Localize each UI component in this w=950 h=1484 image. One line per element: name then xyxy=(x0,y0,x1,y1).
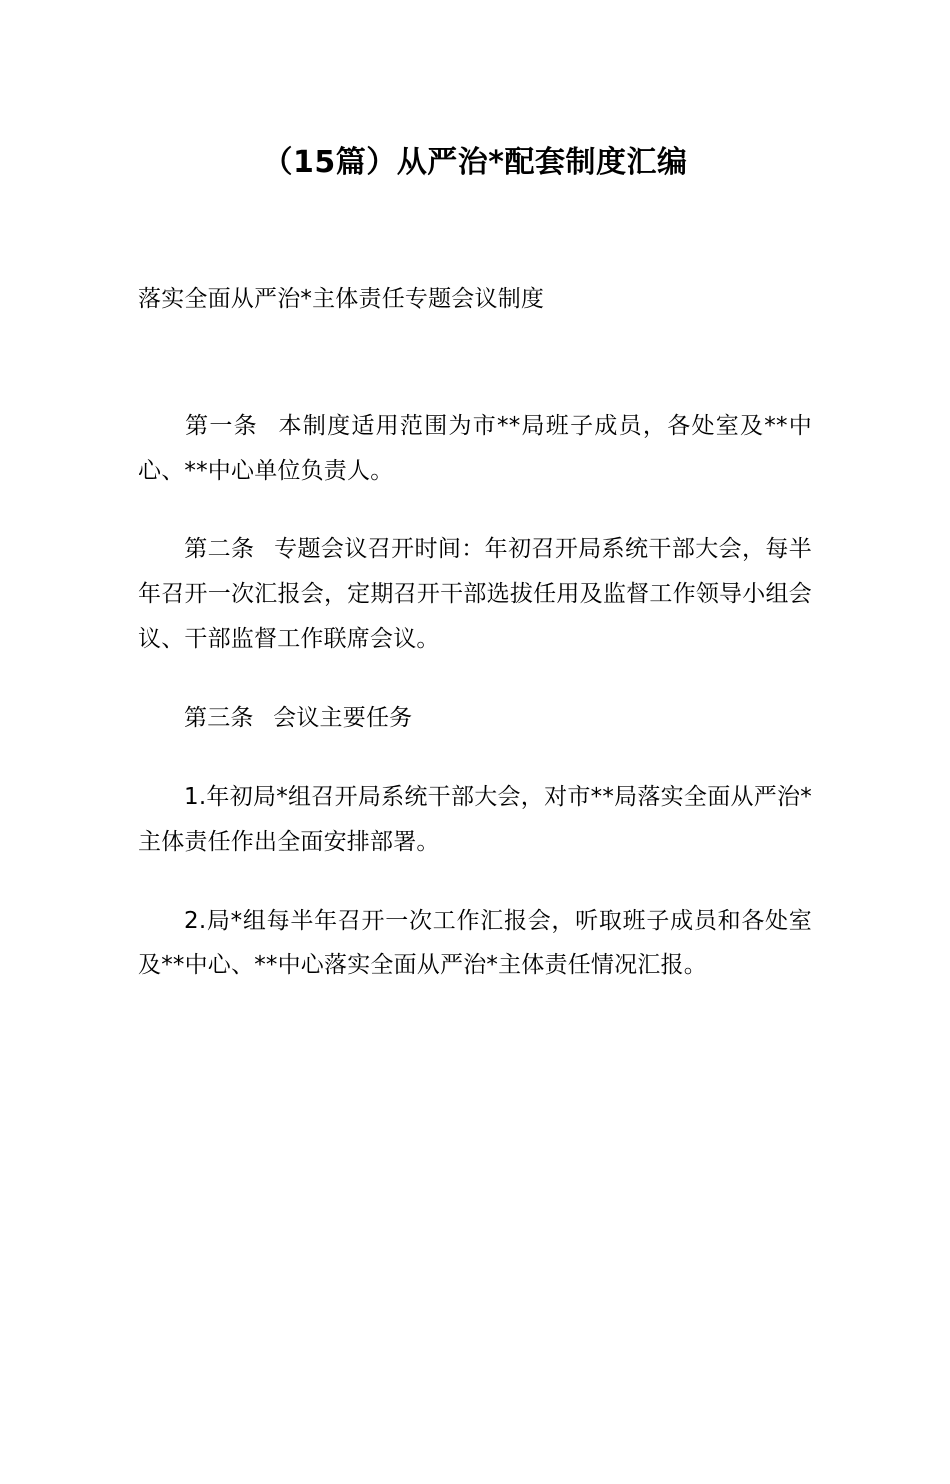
article-label: 第一条 xyxy=(184,412,258,439)
list-item-text: 局*组每半年召开一次工作汇报会，听取班子成员和各处室及**中心、**中心落实全面从严治*主体责任情况汇报。 xyxy=(138,907,812,979)
article-text: 会议主要任务 xyxy=(273,705,413,732)
article-paragraph-1 xyxy=(138,404,812,494)
section-heading: 落实全面从严治*主体责任专题会议制度 xyxy=(138,286,545,312)
article-label: 第二条 xyxy=(184,536,255,563)
page-title: （15篇）从严治*配套制度汇编 xyxy=(262,145,688,180)
list-item-2 xyxy=(138,899,812,989)
document-page xyxy=(0,140,950,1484)
article-text: 本制度适用范围为市**局班子成员，各处室及**中心、**中心单位负责人。 xyxy=(138,412,812,484)
article-paragraph-2 xyxy=(138,527,812,662)
list-item-text: 年初局*组召开局系统干部大会，对市**局落实全面从严治*主体责任作出全面安排部署。 xyxy=(138,783,812,855)
article-paragraph-3 xyxy=(138,696,812,741)
list-item-label: 1. xyxy=(184,783,207,810)
list-item-1 xyxy=(138,775,812,865)
article-label: 第三条 xyxy=(184,705,254,732)
list-item-label: 2. xyxy=(184,907,207,934)
article-text: 专题会议召开时间：年初召开局系统干部大会，每半年召开一次汇报会，定期召开干部选拔任用及监督工作领导小组会议、干部监督工作联席会议。 xyxy=(138,536,812,653)
